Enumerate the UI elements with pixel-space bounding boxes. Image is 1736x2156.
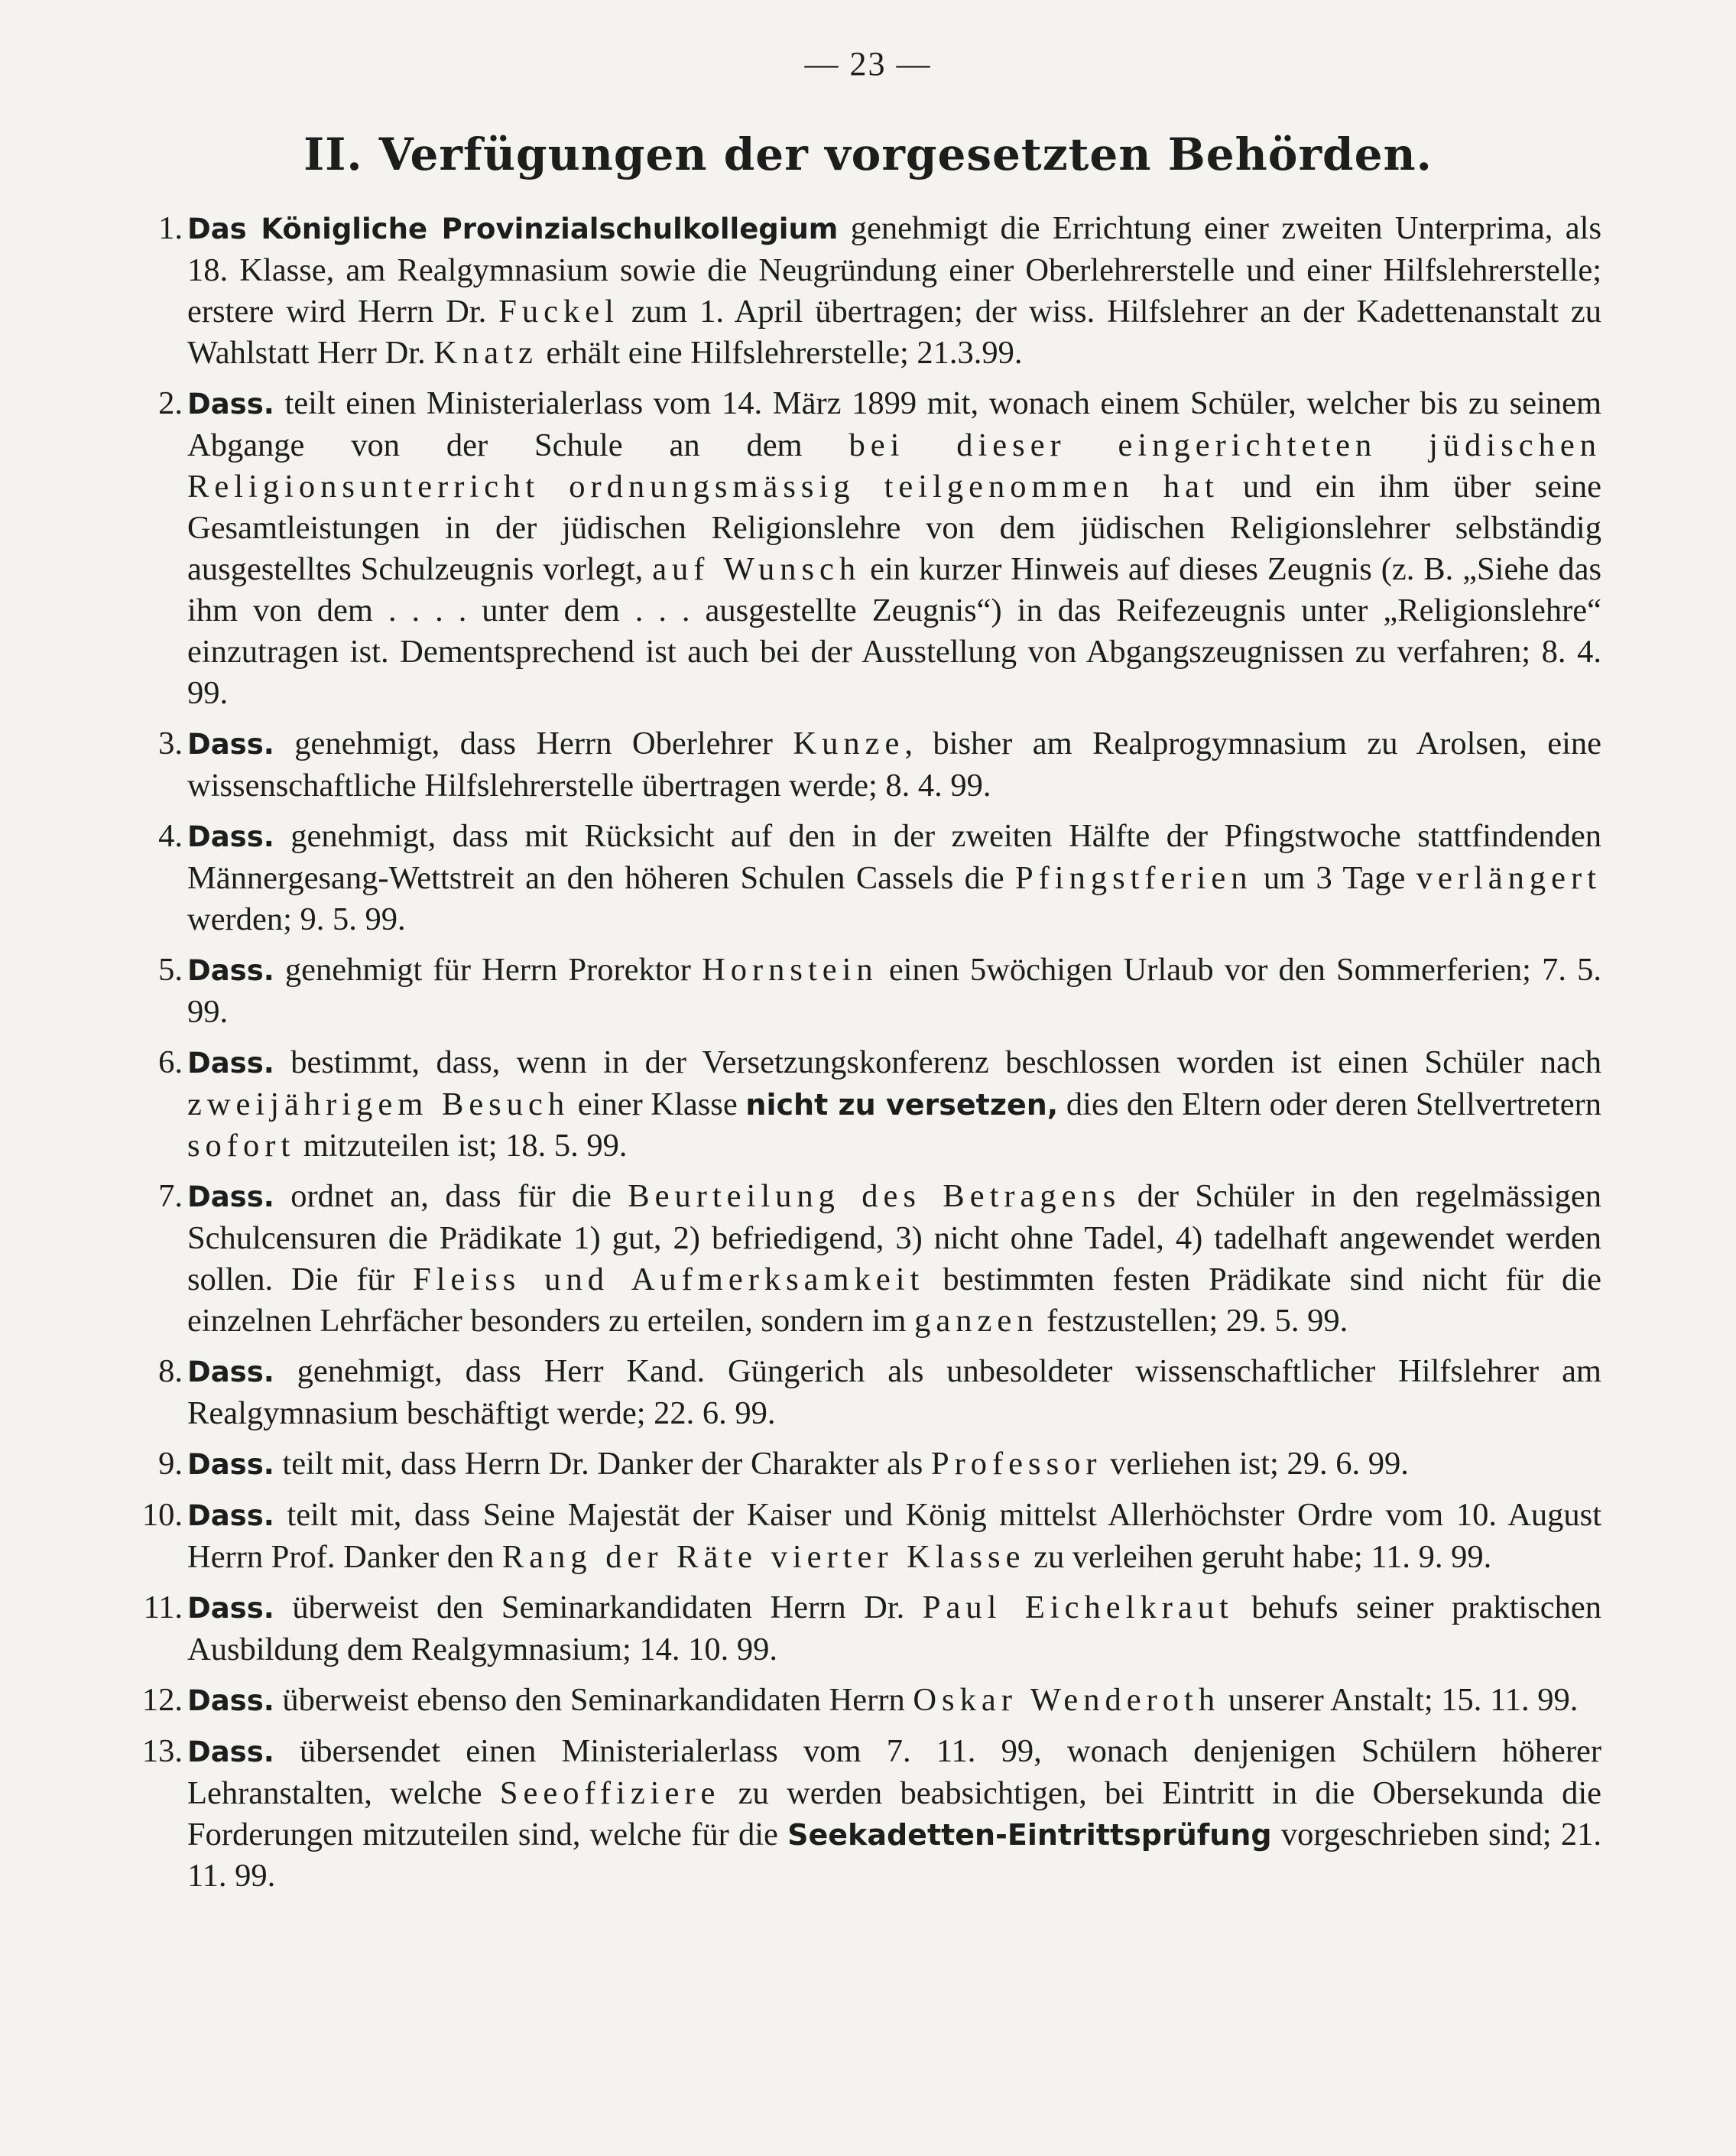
issuing-authority: Dass. xyxy=(187,820,274,853)
item-number: 13. xyxy=(141,1733,183,1769)
item-text: um 3 Tage xyxy=(1252,860,1416,896)
item-number: 11. xyxy=(143,1589,183,1625)
item-number: 8. xyxy=(158,1353,183,1389)
item-text: übersendet einen Ministerialerlass vom 7. 11. 99, wonach denjenigen Schülern höherer Lehranstalten, welche xyxy=(187,1733,1601,1811)
decree-item xyxy=(134,816,1601,940)
item-number: 4. xyxy=(158,818,183,854)
decree-item xyxy=(134,723,1601,807)
issuing-authority: Dass. xyxy=(187,1684,274,1717)
item-text: zu werden beabsichtigen, bei Eintritt in die Obersekunda die Forderungen mitzuteilen sind, welche für die xyxy=(187,1775,1601,1852)
item-text: erhält eine Hilfslehrerstelle; 21.3.99. xyxy=(537,335,1023,371)
issuing-authority: Dass. xyxy=(187,1736,274,1768)
decree-item xyxy=(134,1495,1601,1578)
decree-item xyxy=(134,208,1601,374)
issuing-authority: Dass. xyxy=(187,954,274,987)
item-text: dies den Eltern oder deren Stellvertretern xyxy=(1058,1086,1601,1122)
item-number: 7. xyxy=(158,1178,183,1214)
item-text: bestimmt, dass, wenn in der Versetzungskonferenz beschlossen worden ist einen Schüler nach xyxy=(274,1044,1601,1080)
emphasized-text: Knatz xyxy=(433,335,538,371)
item-text: genehmigt, dass mit Rücksicht auf den in der zweiten Hälfte der Pfingstwoche stattfindenden Männergesang-Wettstreit an den höheren Schulen Cassels die xyxy=(187,818,1601,896)
emphasized-text: Fuckel xyxy=(498,294,619,330)
issuing-authority: Dass. xyxy=(187,1047,274,1080)
item-text: genehmigt die Errichtung einer zweiten Unterprima, als 18. Klasse, am Realgymnasium sowie die Neugründung einer Oberlehrerstelle und einer Hilfslehrerstelle; erstere wird Herrn Dr. xyxy=(187,210,1601,330)
item-number: 3. xyxy=(158,726,183,761)
section-heading: II. Verfügungen der vorgesetzten Behörden. xyxy=(303,128,1433,180)
emphasized-text: nicht zu versetzen, xyxy=(745,1088,1059,1122)
decree-item xyxy=(134,1042,1601,1167)
item-text: festzustellen; 29. 5. 99. xyxy=(1038,1303,1348,1339)
emphasized-text: Beurteilung des Betragens xyxy=(628,1178,1121,1214)
item-number: 12. xyxy=(141,1682,183,1718)
item-text: genehmigt für Herrn Prorektor xyxy=(274,952,703,988)
decree-item xyxy=(134,1731,1601,1897)
emphasized-text: sofort xyxy=(187,1128,296,1164)
issuing-authority: Dass. xyxy=(187,1180,274,1213)
emphasized-text: Pfingstferien xyxy=(1014,860,1253,896)
issuing-authority: Dass. xyxy=(187,1448,274,1481)
item-number: 1. xyxy=(158,210,183,246)
emphasized-text: bei dieser eingerichteten jüdischen Religionsunterricht ordnungsmässig teilgenommen hat xyxy=(187,427,1601,505)
emphasized-text: Paul Eichelkraut xyxy=(922,1589,1234,1625)
item-text: genehmigt, dass Herrn Oberlehrer xyxy=(274,726,793,761)
decree-item xyxy=(134,383,1601,714)
item-text: verliehen ist; 29. 6. 99. xyxy=(1102,1446,1409,1482)
item-text: vorgeschrieben sind; 21. 11. 99. xyxy=(187,1817,1601,1894)
item-text: überweist den Seminarkandidaten Herrn Dr. xyxy=(274,1589,923,1625)
emphasized-text: Rang der Räte vierter Klasse xyxy=(501,1539,1026,1575)
decree-item xyxy=(134,1176,1601,1342)
item-text: teilt mit, dass Seine Majestät der Kaiser und König mittelst Allerhöchster Ordre vom 10. August Herrn Prof. Danker den xyxy=(187,1497,1601,1575)
item-text: einen 5wöchigen Urlaub vor den Sommerferien; 7. 5. 99. xyxy=(187,952,1601,1030)
item-number: 5. xyxy=(158,952,183,988)
item-number: 2. xyxy=(158,385,183,421)
emphasized-text: verlängert xyxy=(1416,860,1601,896)
item-text: bestimmten festen Prädikate sind nicht für die einzelnen Lehrfächer besonders zu erteilen, sondern im xyxy=(187,1261,1601,1339)
emphasized-text: zweijährigem Besuch xyxy=(187,1086,570,1122)
item-text: genehmigt, dass Herr Kand. Güngerich als unbesoldeter wissenschaftlicher Hilfslehrer am Realgymnasium beschäftigt werde; 22. 6. 99. xyxy=(187,1353,1601,1431)
decree-item xyxy=(134,1351,1601,1434)
item-text: ein kurzer Hinweis auf dieses Zeugnis (z. B. „Siehe das ihm von dem . . . . unter dem . . . ausgestellte Zeugnis“) in das Reifezeugnis unter „Religionslehre“ einzutragen ist. Dementsprechend ist auch bei der Ausstellung von Abgangszeugnissen zu verfahren; 8. 4. 99. xyxy=(187,551,1601,711)
emphasized-text: Oskar Wenderoth xyxy=(913,1682,1221,1718)
emphasized-text: ganzen xyxy=(914,1303,1039,1339)
item-text: zum 1. April übertragen; der wiss. Hilfslehrer an der Kadettenanstalt zu Wahlstatt Herr Dr. xyxy=(187,294,1601,371)
page-number: — 23 — xyxy=(804,45,932,83)
item-text: der Schüler in den regelmässigen Schulcensuren die Prädikate 1) gut, 2) befriedigend, 3) nicht ohne Tadel, 4) tadelhaft angewendet werden sollen. Die für xyxy=(187,1178,1602,1297)
issuing-authority: Dass. xyxy=(187,1499,274,1532)
item-text: , bisher am Realprogymnasium zu Arolsen, eine wissenschaftliche Hilfslehrerstelle übertragen werde; 8. 4. 99. xyxy=(187,726,1601,804)
decree-item xyxy=(134,1587,1601,1671)
issuing-authority: Dass. xyxy=(187,728,274,761)
item-text: und ein ihm über seine Gesamtleistungen in der jüdischen Religionslehre von dem jüdischen Religionslehrer selbständig ausgestelltes Schulzeugnis vorlegt, xyxy=(187,469,1601,587)
emphasized-text: Fleiss und Aufmerksamkeit xyxy=(413,1261,925,1297)
emphasized-text: Professor xyxy=(930,1446,1102,1482)
decree-item xyxy=(134,1680,1601,1722)
issuing-authority: Dass. xyxy=(187,388,274,420)
item-number: 9. xyxy=(158,1446,183,1482)
item-text: ordnet an, dass für die xyxy=(274,1178,628,1214)
issuing-authority: Dass. xyxy=(187,1592,274,1625)
emphasized-text: Hornstein xyxy=(702,952,878,988)
emphasized-text: Seekadetten-Eintrittsprüfung xyxy=(787,1818,1272,1852)
item-number: 10. xyxy=(141,1497,183,1533)
decree-item xyxy=(134,950,1601,1033)
item-text: werden; 9. 5. 99. xyxy=(187,901,406,937)
item-text: unserer Anstalt; 15. 11. 99. xyxy=(1220,1682,1579,1718)
decree-item xyxy=(134,1443,1601,1485)
item-text: behufs seiner praktischen Ausbildung dem Realgymnasium; 14. 10. 99. xyxy=(187,1589,1601,1667)
decree-list xyxy=(134,208,1601,1906)
item-number: 6. xyxy=(158,1044,183,1080)
item-text: mitzuteilen ist; 18. 5. 99. xyxy=(295,1128,628,1164)
item-text: teilt mit, dass Herrn Dr. Danker der Charakter als xyxy=(274,1446,931,1482)
issuing-authority: Das Königliche Provinzialschulkollegium xyxy=(187,213,839,245)
item-text: einer Klasse xyxy=(569,1086,746,1122)
item-text: überweist ebenso den Seminarkandidaten Herrn xyxy=(274,1682,913,1718)
issuing-authority: Dass. xyxy=(187,1356,274,1388)
emphasized-text: Kunze xyxy=(793,726,905,761)
item-text: teilt einen Ministerialerlass vom 14. März 1899 mit, wonach einem Schüler, welcher bis zu seinem Abgange von der Schule an dem xyxy=(187,385,1601,463)
item-text: zu verleihen geruht habe; 11. 9. 99. xyxy=(1025,1539,1492,1575)
emphasized-text: auf Wunsch xyxy=(652,551,862,587)
emphasized-text: Seeoffiziere xyxy=(499,1775,721,1811)
